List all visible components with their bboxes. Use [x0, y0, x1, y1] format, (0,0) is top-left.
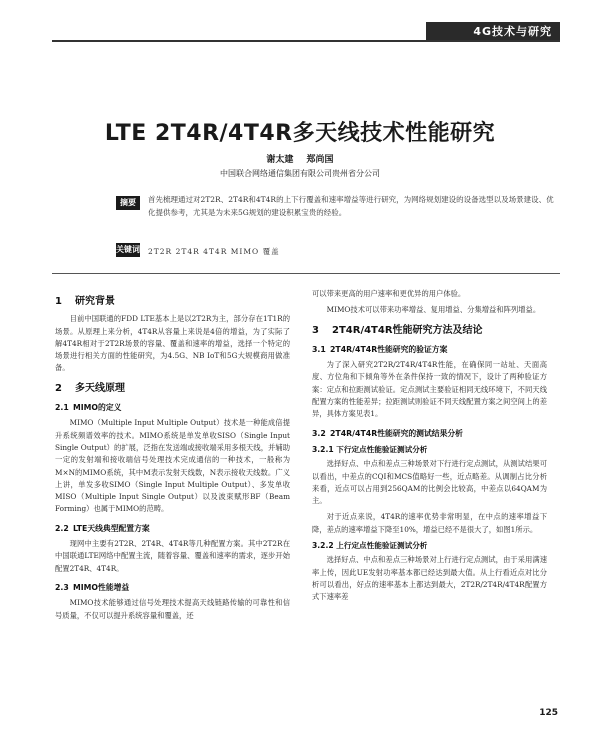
page-number: 125	[539, 708, 558, 718]
subsection-heading-2-2: 2.2 LTE天线典型配置方案	[55, 523, 150, 533]
abstract-label: 摘要	[116, 196, 140, 210]
subsection-heading-3-1: 3.1 2T4R/4T4R性能研究的验证方案	[312, 344, 448, 354]
keywords-text: 2T2R 2T4R 4T4R MIMO 覆盖	[148, 247, 280, 256]
subsection-heading-3-2: 3.2 2T4R/4T4R性能研究的测试结果分析	[312, 428, 463, 438]
right-column	[312, 288, 547, 608]
paragraph: MIMO（Multiple Input Multiple Output）技术是一种能成倍提升系统频谱效率的技术。MIMO系统是单发单收SISO（Single Input Single Output）的扩展，泛指在发送端或接收端采用多根天线，并辅助一定的发射端和接收端信号处理技术完成通信的一种技术，一般称为M×N的MIMO系统，其中M表示发射天线数，N表示接收天线数。广义上讲，单发多收SIMO（Single Input Multiple Output）、多发单收MISO（Multiple Input Single Output）以及波束赋形BF（Beam Forming）也属于MIMO的范畴。	[55, 418, 290, 514]
paragraph: 目前中国联通的FDD LTE基本上是以2T2R为主，部分存在1T1R的场景。从原理上来分析，4T4R从容量上来说是4倍的增益，为了实际了解4T4R相对于2T2R场景的容量、覆盖和速率的增益，选择一个特定的场景进行相关方面的性能研究，为4.5G、NB IoT和5G大规模商用做准备。	[55, 314, 290, 373]
subsection-heading-2-3: 2.3 MIMO性能增益	[55, 582, 130, 592]
paragraph: 可以带来更高的用户速率和更优异的用户体验。	[312, 289, 466, 298]
paragraph: 对于近点来说，4T4R的速率优势非常明显，在中点的速率增益下降，差点的速率增益下降至10%，增益已经不是很大了，如图1所示。	[312, 512, 547, 534]
paragraph: 为了深入研究2T2R/2T4R/4T4R性能，在确保同一站址、天面高度、方位角和下倾角等外在条件保持一致的情况下，设计了两种验证方案：定点和拉距测试验证。定点测试主要验证相同无线环境下，不同天线配置方案的性能差异；拉距测试则验证不同天线配置方案之间空间上的差异，具体方案见表1。	[312, 360, 547, 419]
paragraph: 选择好点、中点和差点三种场景对上行进行定点测试，由于采用满速率上传，因此UE发射功率基本都已经达到最大值。从上行看近点对比分析可以看出，好点的速率基本上都达到最大，2T2R/2T4R/4T4R配置方式下速率差	[312, 555, 547, 602]
article-title: LTE 2T4R/4T4R多天线技术性能研究	[104, 121, 496, 146]
subsubsection-heading-3-2-1: 3.2.1 下行定点性能验证测试分析	[312, 444, 428, 454]
subsubsection-heading-3-2-2: 3.2.2 上行定点性能验证测试分析	[312, 541, 428, 551]
paragraph: MIMO技术可以带来功率增益、复用增益、分集增益和阵列增益。	[326, 305, 541, 315]
paragraph: MIMO技术能够通过信号处理技术提高天线链路传输的可靠性和信号质量，不仅可以提升系统容量和覆盖，还	[55, 598, 290, 620]
subsection-heading-2-1: 2.1 MIMO的定义	[55, 403, 122, 413]
column-title: 4G技术与研究	[473, 25, 552, 38]
left-column	[55, 288, 290, 626]
article-affiliation: 中国联合网络通信集团有限公司贵州省分公司	[220, 169, 380, 178]
paragraph: 选择好点、中点和差点三种场景对下行进行定点测试，从测试结果可以看出，中差点的CQI和MCS值略好一些，近点略差。从调制占比分析来看，近点可以占用到256QAM的比例会比较高，中差点以64QAM为主。	[312, 459, 547, 506]
article-authors: 谢太建 郑尚国	[266, 155, 334, 165]
paragraph: 现网中主要有2T2R、2T4R、4T4R等几种配置方案。其中2T2R在中国联通LTE网络中配置主流，随着容量、覆盖和速率的需求，逐步开始配置2T4R、4T4R。	[55, 539, 290, 573]
column-header-tab	[426, 22, 560, 40]
section-heading-1: 1 研究背景	[55, 296, 115, 307]
section-heading-3: 3 2T4R/4T4R性能研究方法及结论	[312, 324, 483, 336]
keywords-label: 关键词	[116, 243, 140, 257]
section-divider	[52, 273, 560, 274]
abstract-text: 首先梳理通过对2T2R、2T4R和4T4R的上下行覆盖和速率增益等进行研究，为网络规划建设的设备选型以及场景建设、优化提供参考，尤其是为未来5G规划的建设积累宝贵的经验。	[148, 195, 554, 217]
header-rule	[52, 40, 560, 42]
section-heading-2: 2 多天线原理	[55, 382, 125, 394]
